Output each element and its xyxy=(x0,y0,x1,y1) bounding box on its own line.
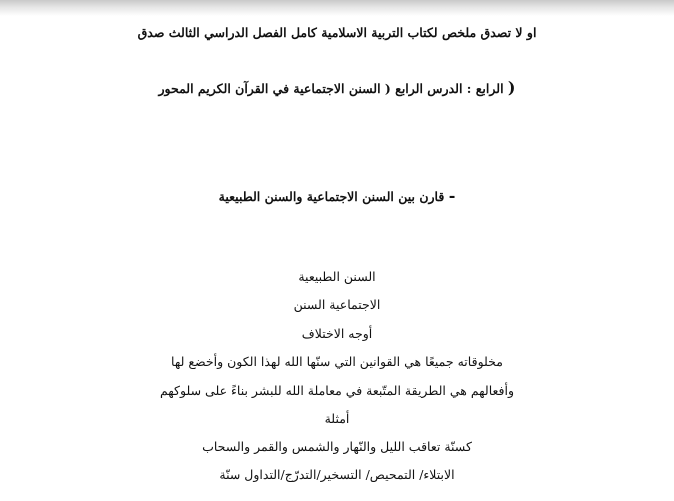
document-title-text: او لا تصدق ملخص لكتاب التربية الاسلامية كامل الفصل الدراسي الثالث صدق xyxy=(137,25,537,40)
window-top-shadow xyxy=(0,0,674,16)
line-social-laws: الاجتماعية السنن xyxy=(293,297,381,312)
line-natural-definition: مخلوقاته جميعًا هي القوانين التي سنّها الله لهذا الكون وأخضع لها xyxy=(171,354,503,369)
question-heading-text: قارن بين السنن الاجتماعية والسنن الطبيعية xyxy=(218,189,445,204)
lesson-heading-text: الرابع : الدرس الرابع ( السنن الاجتماعية في القرآن الكريم المحور xyxy=(158,81,504,96)
question-heading-dash: - xyxy=(448,186,456,205)
lesson-heading-paren: ( xyxy=(507,78,516,97)
line-examples-heading: أمثلة xyxy=(324,411,350,426)
question-heading xyxy=(0,187,674,206)
line-social-definition: وأفعالهم هي الطريقة المتّبعة في معاملة الله للبشر بناءً على سلوكهم xyxy=(159,383,515,398)
lesson-heading xyxy=(0,79,674,98)
line-natural-laws: السنن الطبيعية xyxy=(298,269,376,284)
document-title xyxy=(0,24,674,42)
line-social-examples: الابتلاء/ التمحيص/ التسخير/التدرّج/التداول سنّة xyxy=(219,467,455,482)
line-differences-heading: أوجه الاختلاف xyxy=(301,326,373,341)
line-natural-examples: كسنّة تعاقب الليل والنّهار والشمس والقمر والسحاب xyxy=(202,439,472,454)
